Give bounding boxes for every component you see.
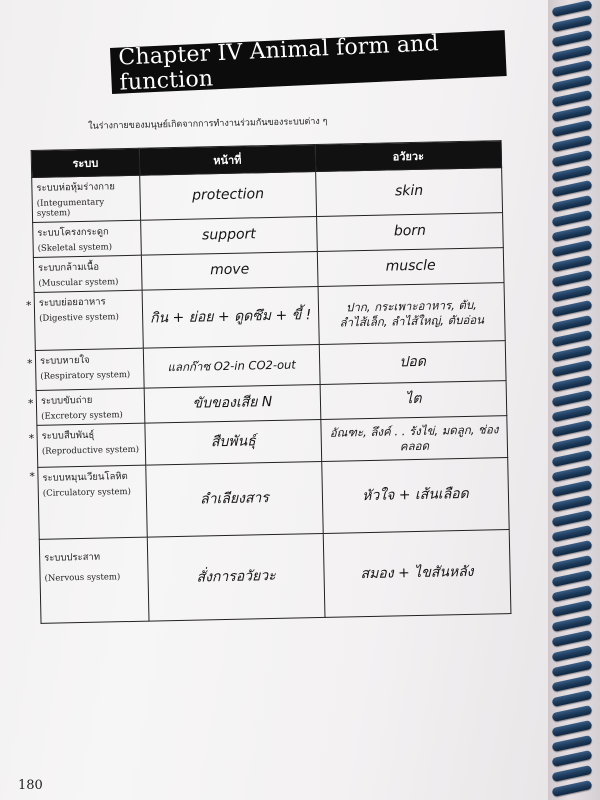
- organ-cell: สมอง + ไขสันหลัง: [323, 530, 511, 618]
- spiral-coil: [552, 345, 593, 362]
- spiral-coil: [552, 405, 593, 422]
- system-name-thai: ระบบประสาท: [44, 551, 101, 564]
- system-cell: [29, 465, 147, 539]
- function-cell: กิน + ย่อย + ดูดซึม + ขี้ !: [142, 287, 319, 349]
- spiral-coil: [552, 600, 593, 617]
- system-name-english: (Excretory system): [41, 410, 123, 422]
- function-cell: move: [141, 252, 318, 291]
- spiral-coil: [552, 270, 593, 287]
- important-star-icon: *: [26, 357, 33, 371]
- system-name-english: (Circulatory system): [42, 486, 131, 499]
- spiral-coil: [552, 480, 593, 497]
- spiral-coil: [552, 555, 593, 572]
- system-name-thai: ระบบขับถ่าย: [40, 394, 93, 407]
- important-star-icon: *: [27, 396, 34, 411]
- organ-cell: ไต: [320, 381, 507, 420]
- system-cell: [28, 423, 146, 467]
- spiral-coil: [552, 60, 593, 77]
- spiral-coil: [552, 465, 593, 482]
- spiral-coil: [552, 615, 593, 632]
- spiral-coil: [552, 690, 593, 707]
- organ-cell: อัณฑะ, ลึงค์ . . รังไข่, มดลูก, ช่องคลอด: [321, 416, 508, 462]
- spiral-coil: [552, 660, 593, 677]
- spiral-coil: [552, 135, 593, 152]
- spiral-coil: [552, 0, 593, 17]
- system-cell: [25, 290, 143, 350]
- system-name-english: (Digestive system): [39, 312, 119, 324]
- spiral-coil: [552, 375, 593, 392]
- spiral-coil: [552, 495, 593, 512]
- chapter-title: Chapter IV Animal form and function: [110, 30, 507, 94]
- table-row: [34, 283, 505, 351]
- spiral-coil: [552, 360, 593, 377]
- intro-text: ในร่างกายของมนุษย์เกิดจากการทำงานร่วมกันของระบบต่าง ๆ: [88, 116, 328, 132]
- spiral-coil: [552, 525, 593, 542]
- organ-cell: ปาก, กระเพาะอาหาร, ตับ, ลำไส้เล็ก, ลำไส้ใหญ่, ตับอ่อน: [318, 283, 505, 345]
- spiral-coil: [552, 675, 593, 692]
- organ-cell: born: [317, 213, 504, 252]
- function-cell: support: [141, 217, 318, 256]
- spiral-coil: [552, 720, 593, 737]
- spiral-coil: [552, 75, 593, 92]
- table-row: [39, 530, 511, 624]
- system-cell: [32, 175, 141, 222]
- spiral-coil: [552, 120, 593, 137]
- spiral-coil: [552, 330, 593, 347]
- header-system: ระบบ: [31, 148, 140, 177]
- spiral-coil: [552, 255, 593, 272]
- spiral-coil: [552, 195, 593, 212]
- system-cell: [39, 537, 149, 623]
- spiral-coil: [552, 585, 593, 602]
- system-cell: [33, 220, 142, 257]
- spiral-coil: [552, 705, 593, 722]
- system-cell: [33, 255, 142, 292]
- function-cell: ขับของเสีย N: [144, 384, 321, 423]
- organ-cell: หัวใจ + เส้นเลือด: [322, 458, 509, 534]
- system-name-thai: ระบบห่อหุ้มร่างกาย: [36, 181, 116, 194]
- header-organ: อวัยวะ: [315, 141, 502, 172]
- organ-cell: muscle: [317, 248, 504, 287]
- spiral-coil: [552, 90, 593, 107]
- spiral-coil: [552, 450, 593, 467]
- spiral-coil: [552, 105, 593, 122]
- function-cell: สืบพันธุ์: [145, 419, 322, 465]
- spiral-coil: [552, 390, 593, 407]
- organ-cell: skin: [316, 168, 503, 217]
- function-cell: protection: [140, 172, 317, 221]
- system-name-english: (Muscular system): [38, 277, 119, 289]
- system-cell: [26, 348, 144, 390]
- spiral-coil: [552, 570, 593, 587]
- spiral-coil: [552, 165, 593, 182]
- system-name-english: (Skeletal system): [37, 242, 113, 254]
- spiral-coil: [552, 540, 593, 557]
- spiral-coil: [552, 750, 593, 767]
- header-function: หน้าที่: [139, 145, 316, 176]
- system-name-english: (Nervous system): [44, 572, 121, 584]
- system-name-english: (Integumentary system): [36, 197, 105, 219]
- spiral-coil: [552, 300, 593, 317]
- spiral-coil: [552, 210, 593, 227]
- spiral-coil: [552, 180, 593, 197]
- spiral-coil: [552, 735, 593, 752]
- system-name-thai: ระบบกล้ามเนื้อ: [37, 261, 100, 274]
- spiral-coil: [552, 285, 593, 302]
- system-name-english: (Reproductive system): [41, 444, 140, 457]
- spiral-coil: [552, 15, 593, 32]
- important-star-icon: *: [28, 431, 35, 446]
- function-cell: ลำเลียงสาร: [146, 461, 323, 537]
- spiral-coil: [552, 630, 593, 647]
- function-cell: สั่งการอวัยวะ: [147, 533, 325, 621]
- spiral-binding: [548, 0, 600, 800]
- spiral-coil: [552, 510, 593, 527]
- function-cell: แลกก๊าซ O2-in CO2-out: [143, 344, 320, 388]
- spiral-coil: [552, 435, 593, 452]
- spiral-coil: [552, 225, 593, 242]
- worksheet: [25, 110, 530, 620]
- system-name-thai: ระบบโครงกระดูก: [37, 226, 109, 239]
- system-cell: [27, 388, 145, 425]
- system-name-thai: ระบบหายใจ: [39, 354, 90, 367]
- spiral-coil: [552, 780, 593, 797]
- spiral-coil: [552, 150, 593, 167]
- organ-systems-table: [25, 140, 512, 624]
- spiral-coil: [552, 765, 593, 782]
- system-name-thai: ระบบย่อยอาหาร: [38, 296, 106, 309]
- system-name-english: (Respiratory system): [40, 369, 131, 382]
- spiral-coil: [552, 45, 593, 62]
- spiral-coil: [552, 30, 593, 47]
- page-number: 180: [18, 778, 43, 793]
- spiral-coil: [552, 645, 593, 662]
- system-name-thai: ระบบสืบพันธุ์: [41, 429, 95, 442]
- important-star-icon: *: [25, 299, 32, 313]
- spiral-coil: [552, 240, 593, 257]
- organ-cell: ปอด: [319, 341, 506, 385]
- system-name-thai: ระบบหมุนเวียนโลหิต: [42, 471, 128, 484]
- spiral-coil: [552, 315, 593, 332]
- table-row: [38, 458, 509, 540]
- spiral-coil: [552, 420, 593, 437]
- important-star-icon: *: [29, 469, 36, 484]
